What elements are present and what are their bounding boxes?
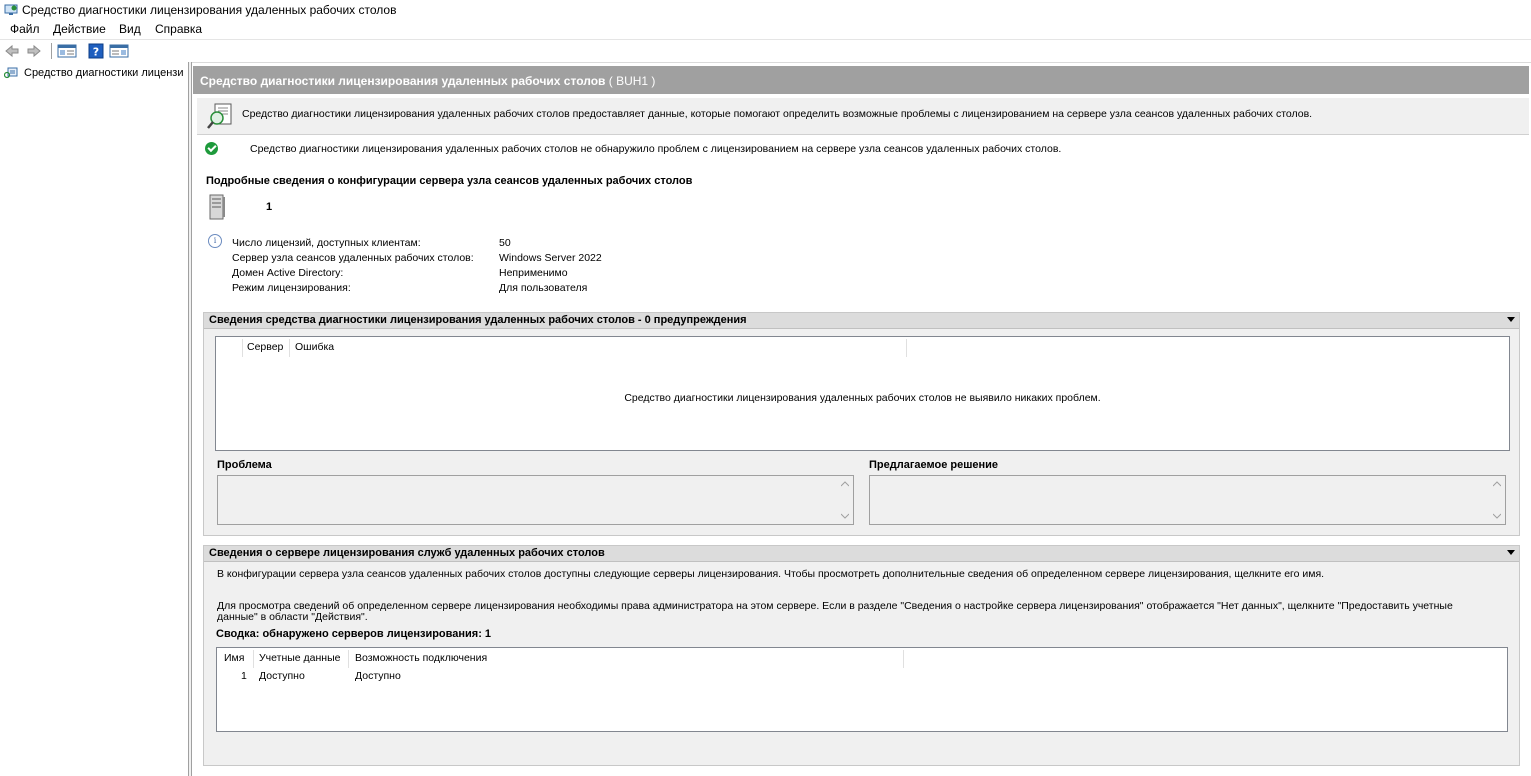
diagnostics-list[interactable] [215, 336, 1510, 451]
server-icon [208, 194, 226, 220]
diagnostic-tool-icon [205, 102, 235, 130]
menu-file[interactable]: Файл [10, 22, 40, 36]
title-bar [0, 0, 1531, 20]
solution-label: Предлагаемое решение [869, 459, 999, 471]
scroll-down-icon[interactable] [1493, 513, 1501, 519]
diagnostics-empty-message: Средство диагностики лицензирования удаленных рабочих столов не выявило никаких проблем. [624, 392, 1101, 404]
svg-text:?: ? [92, 45, 100, 59]
scroll-up-icon[interactable] [1493, 481, 1501, 487]
license-summary: Сводка: обнаружено серверов лицензирования: 1 [216, 628, 492, 640]
config-value-licenses: 50 [499, 237, 511, 249]
problem-label: Проблема [217, 459, 272, 471]
config-value-domain: Неприменимо [499, 267, 568, 279]
column-error[interactable]: Ошибка [295, 341, 335, 353]
scroll-up-icon[interactable] [841, 481, 849, 487]
table-row[interactable] [217, 668, 1507, 683]
config-label-mode: Режим лицензирования: [232, 282, 351, 294]
license-servers-list[interactable] [216, 647, 1508, 732]
menu-help[interactable]: Справка [155, 22, 203, 36]
server-name: 1 [266, 201, 273, 213]
description-banner [197, 98, 1529, 135]
toolbar [0, 39, 1531, 63]
cell-credentials: Доступно [259, 670, 305, 682]
license-info-text: В конфигурации сервера узла сеансов удаленных рабочих столов доступны следующие серверы лицензирования. Чтобы просмотреть дополнительные сведения об определенном сервере лицензирования, щелкните его имя. [217, 568, 1325, 580]
license-server-panel-header[interactable] [204, 546, 1519, 562]
info-icon: i [208, 234, 222, 248]
cell-connectivity: Доступно [355, 670, 401, 682]
back-arrow-icon[interactable] [4, 43, 20, 59]
success-check-icon [205, 142, 218, 155]
problem-textbox[interactable] [217, 475, 854, 525]
header-server: ( BUH1 ) [605, 74, 656, 88]
column-connectivity[interactable]: Возможность подключения [355, 652, 488, 664]
cell-name: 1 [241, 670, 247, 682]
menu-action[interactable]: Действие [53, 22, 106, 36]
column-name[interactable]: Имя [224, 652, 245, 664]
diagnostics-panel-header[interactable] [204, 313, 1519, 329]
config-value-rdsh: Windows Server 2022 [499, 252, 602, 264]
admin-rights-text-line1: Для просмотра сведений об определенном сервере лицензирования необходимы права администратора на этом сервере. Если в разделе "Сведения о настройке сервера лицензирования" отображается "Нет данных", щелкните "Предоставить учетные [217, 600, 1453, 612]
status-message: Средство диагностики лицензирования удаленных рабочих столов не обнаружило проблем с лицензированием на сервере узла сеансов удаленных рабочих столов. [250, 143, 1062, 155]
collapse-arrow-icon[interactable] [1507, 317, 1515, 322]
show-hide-console-tree-icon[interactable] [57, 43, 77, 59]
menu-bar [0, 20, 1531, 39]
results-pane [193, 66, 1531, 776]
license-server-panel [203, 545, 1520, 766]
column-credentials[interactable]: Учетные данные [259, 652, 341, 664]
collapse-arrow-icon[interactable] [1507, 550, 1515, 555]
header-title: Средство диагностики лицензирования удаленных рабочих столов [200, 74, 606, 88]
config-value-mode: Для пользователя [499, 282, 588, 294]
config-label-rdsh: Сервер узла сеансов удаленных рабочих столов: [232, 252, 474, 264]
license-server-panel-title: Сведения о сервере лицензирования служб удаленных рабочих столов [209, 547, 605, 559]
results-header [193, 66, 1529, 94]
tree-item-label: Средство диагностики лицензи [24, 67, 184, 79]
scroll-down-icon[interactable] [841, 513, 849, 519]
toolbar-separator [51, 43, 52, 59]
diagnoser-icon [4, 67, 18, 79]
column-server[interactable]: Сервер [247, 341, 284, 353]
menu-view[interactable]: Вид [119, 22, 141, 36]
config-label-domain: Домен Active Directory: [232, 267, 344, 279]
action-pane-icon[interactable] [109, 43, 129, 59]
console-tree [0, 62, 188, 776]
solution-textbox[interactable] [869, 475, 1506, 525]
pane-splitter[interactable] [188, 62, 192, 776]
app-icon [4, 4, 18, 16]
window-title: Средство диагностики лицензирования удаленных рабочих столов [22, 3, 397, 17]
tree-item-root[interactable] [4, 67, 188, 79]
diagnostics-panel [203, 312, 1520, 536]
description-text: Средство диагностики лицензирования удаленных рабочих столов предоставляет данные, которые помогают определить возможные проблемы с лицензированием на сервере узла сеансов удаленных рабочих столов. [242, 108, 1313, 120]
admin-rights-text-line2: данные" в области "Действия". [217, 611, 368, 623]
help-icon[interactable] [88, 43, 104, 59]
config-section-title: Подробные сведения о конфигурации сервера узла сеансов удаленных рабочих столов [206, 175, 693, 187]
config-label-licenses: Число лицензий, доступных клиентам: [232, 237, 421, 249]
forward-arrow-icon[interactable] [26, 43, 42, 59]
diagnostics-panel-title: Сведения средства диагностики лицензирования удаленных рабочих столов - 0 предупреждения [209, 314, 747, 326]
